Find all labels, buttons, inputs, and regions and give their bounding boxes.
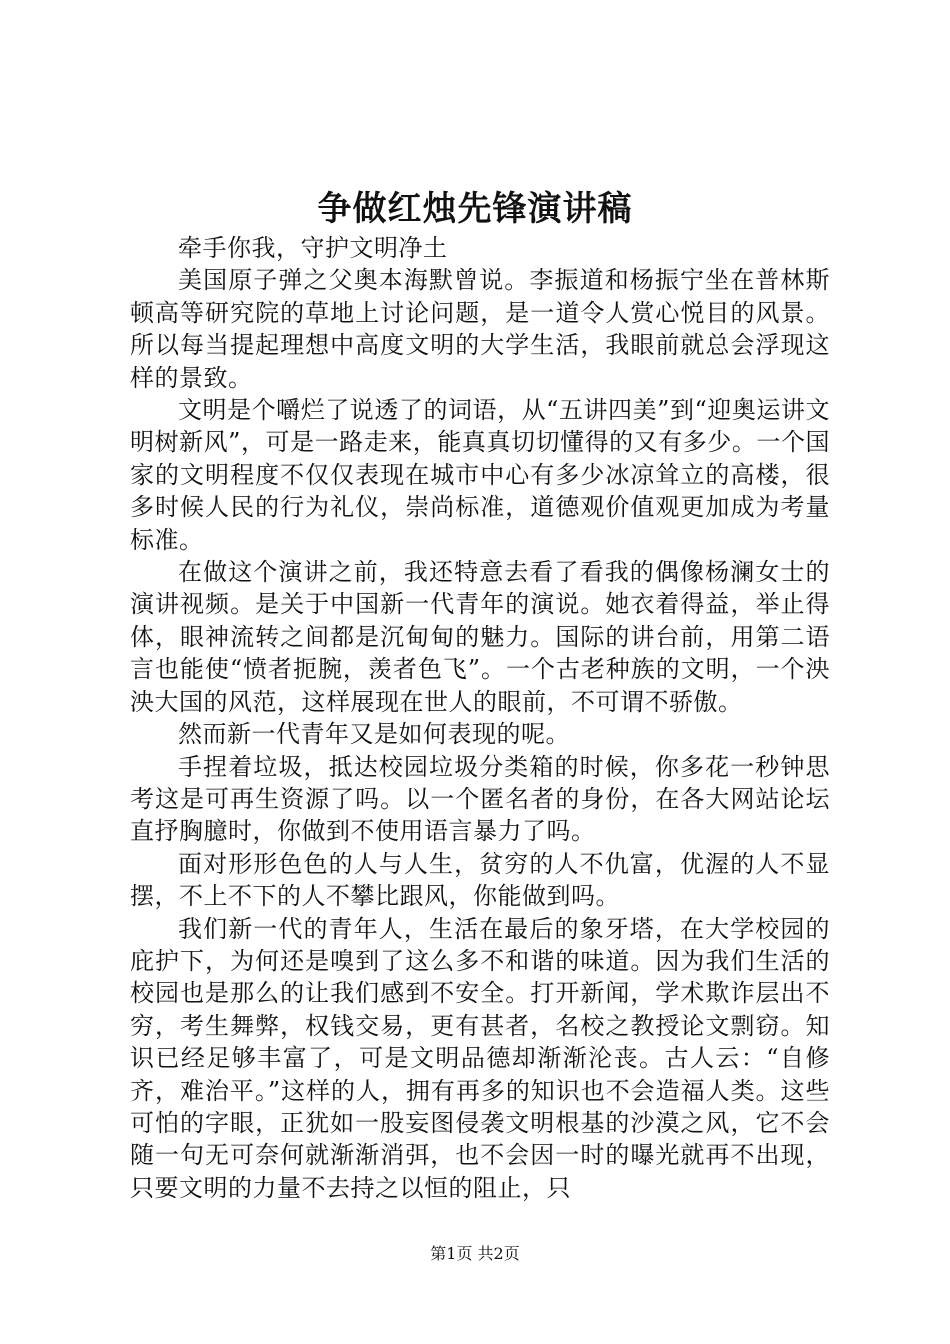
paragraph: 文明是个嚼烂了说透了的词语，从“五讲四美”到“迎奥运讲文明树新风”，可是一路走来，能真真切切懂得的又有多少。一个国家的文明程度不仅仅表现在城市中心有多少冰凉耸立的高楼，很多时候人民的行为礼仪，崇尚标准，道德观价值观更加成为考量标准。: [130, 396, 830, 554]
paragraph: 然而新一代青年又是如何表现的呢。: [178, 720, 570, 749]
paragraph: 我们新一代的青年人，生活在最后的象牙塔，在大学校园的庇护下，为何还是嗅到了这么多不和谐的味道。因为我们生活的校园也是那么的让我们感到不安全。打开新闻，学术欺诈层出不穷，考生舞弊，权钱交易，更有甚者，名校之教授论文剽窃。知识已经足够丰富了，可是文明品德却渐渐沦丧。古人云：“自修齐，难治平。”这样的人，拥有再多的知识也不会造福人类。这些可怕的字眼，正犹如一股妄图侵袭文明根基的沙漠之风，它不会随一句无可奈何就渐渐消弭，也不会因一时的曝光就再不出现，只要文明的力量不去持之以恒的阻止，只: [130, 914, 830, 1202]
page-footer: 第1页 共2页: [430, 1244, 520, 1263]
document-body: [130, 232, 830, 1204]
paragraph: 面对形形色色的人与人生，贫穷的人不仇富，优渥的人不显摆，不上不下的人不攀比跟风，你能做到吗。: [130, 849, 830, 911]
document-title: 争做红烛先锋演讲稿: [317, 189, 633, 229]
paragraph-subtitle: 牵手你我，守护文明净土: [178, 234, 448, 262]
paragraph: 在做这个演讲之前，我还特意去看了看我的偶像杨澜女士的演讲视频。是关于中国新一代青年的演说。她衣着得益，举止得体，眼神流转之间都是沉甸甸的魅力。国际的讲台前，用第二语言也能使“愤者扼腕，羡者色飞”。一个古老种族的文明，一个泱泱大国的风范，这样展现在世人的眼前，不可谓不骄傲。: [130, 558, 830, 716]
paragraph: 美国原子弹之父奥本海默曾说。李振道和杨振宁坐在普林斯顿高等研究院的草地上讨论问题，是一道令人赏心悦目的风景。所以每当提起理想中高度文明的大学生活，我眼前就总会浮现这样的景致。: [130, 266, 830, 392]
paragraph: 手捏着垃圾，抵达校园垃圾分类箱的时候，你多花一秒钟思考这是可再生资源了吗。以一个匿名者的身份，在各大网站论坛直抒胸臆时，你做到不使用语言暴力了吗。: [130, 752, 830, 846]
